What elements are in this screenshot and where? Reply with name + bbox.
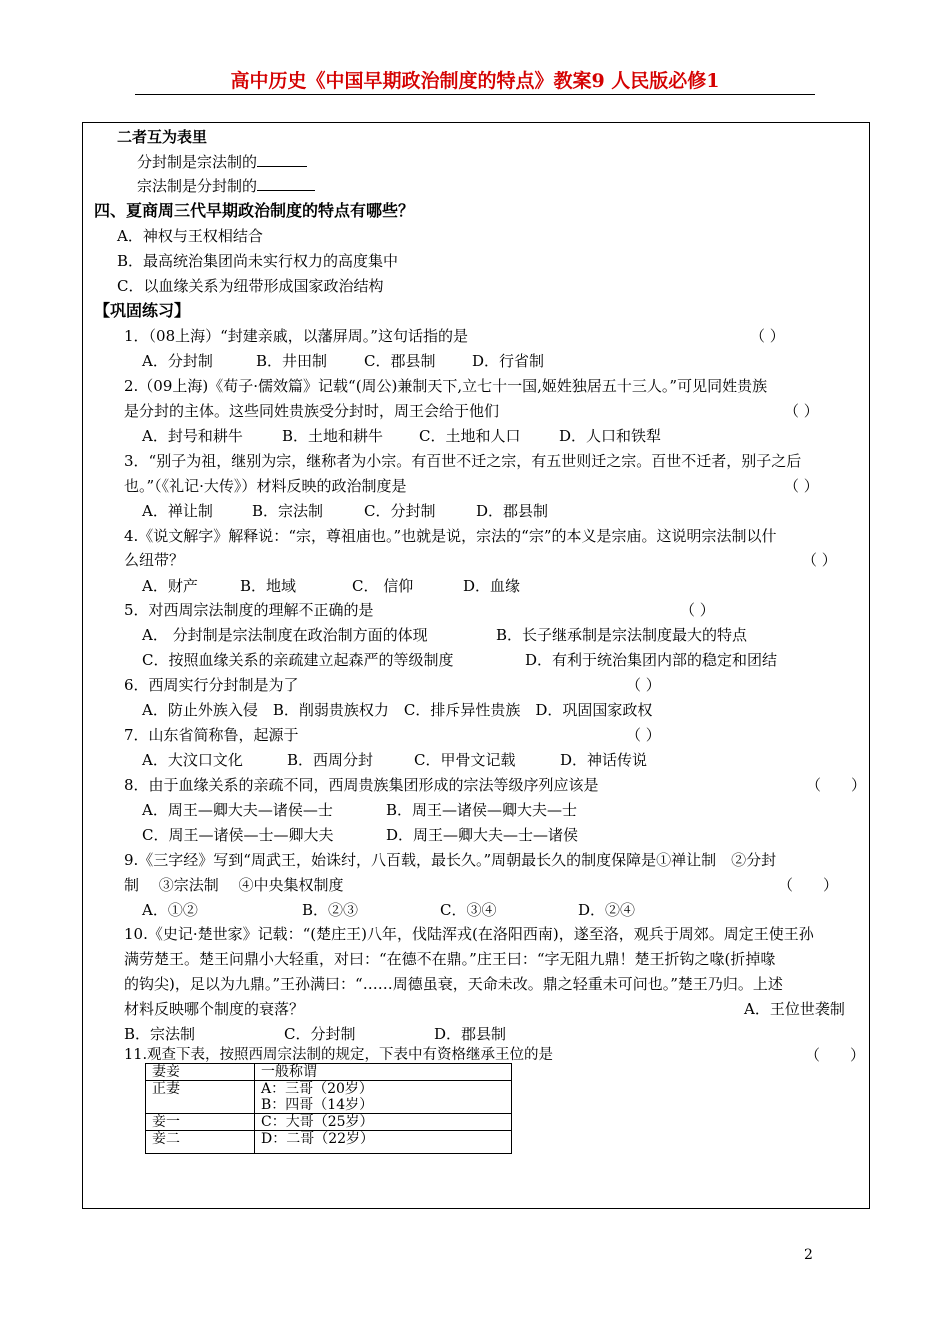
q8-option-a: A．周王—卿大夫—诸侯—士: [142, 801, 333, 819]
q1-option-d: D．行省制: [472, 352, 545, 370]
succession-table: [145, 1063, 512, 1154]
document-header: 高中历史《中国早期政治制度的特点》教案9 人民版必修1: [135, 70, 815, 95]
table-header-row: [146, 1064, 512, 1081]
son-entry: A：三哥（20岁）: [261, 1081, 373, 1097]
table-header-cell: 妻妾: [146, 1064, 255, 1081]
q7-option-d: D．神话传说: [560, 751, 648, 769]
q1-option-a: A．分封制: [142, 352, 213, 370]
q1-option-c: C．郡县制: [364, 352, 436, 370]
q8-option-d: D．周王—卿大夫—士—诸侯: [386, 826, 579, 844]
q9-option-d: D．②④: [578, 901, 636, 919]
q3-answer-paren[interactable]: （ ）: [784, 477, 819, 495]
answer-blank-1[interactable]: [257, 152, 307, 167]
q4-option-d: D．血缘: [463, 577, 521, 595]
table-cell: 妾二: [146, 1131, 255, 1154]
q5-option-c: C．按照血缘关系的亲疏建立起森严的等级制度: [142, 651, 454, 669]
q3-option-d: D．郡县制: [476, 502, 549, 520]
q4-option-a: A．财产: [142, 577, 198, 595]
q4-option-c: C． 信仰: [352, 577, 414, 595]
q10-option-b: B．宗法制: [124, 1025, 196, 1043]
q7-option-b: B．西周分封: [287, 751, 374, 769]
table-cell: 正妻: [146, 1081, 255, 1114]
table-header-cell: 一般称谓: [255, 1064, 512, 1081]
q1-stem: 1．（08上海）“封建亲戚，以藩屏周。”这句话指的是: [124, 327, 468, 345]
q8-stem: 8．由于血缘关系的亲疏不同，西周贵族集团形成的宗法等级序列应该是: [124, 776, 599, 794]
q1-option-b: B．井田制: [256, 352, 328, 370]
q3-option-c: C．分封制: [364, 502, 436, 520]
table-cell: [255, 1131, 512, 1154]
table-cell: [255, 1081, 512, 1114]
son-entry: C：大哥（25岁）: [261, 1114, 374, 1130]
q3-option-a: A．禅让制: [142, 502, 213, 520]
q2-option-b: B．土地和耕牛: [282, 427, 384, 445]
q5-option-a: A． 分封制是宗法制度在政治制方面的体现: [142, 626, 428, 644]
section-4-item-c: C．以血缘关系为纽带形成国家政治结构: [117, 277, 384, 295]
q8-answer-paren[interactable]: （ ）: [806, 776, 867, 794]
q8-option-b: B．周王—诸侯—卿大夫—士: [386, 801, 578, 819]
q11-answer-paren[interactable]: （ ）: [805, 1046, 866, 1064]
q10-option-c: C．分封制: [284, 1025, 356, 1043]
q9-stem-2: 制 ③宗法制 ④中央集权制度: [124, 876, 344, 894]
practice-title: 【巩固练习】: [94, 301, 191, 320]
relation-line-1: 分封制是宗法制的: [137, 152, 307, 172]
q7-option-a: A．大汶口文化: [142, 751, 243, 769]
relation-title: 二者互为表里: [117, 128, 208, 146]
q1-answer-paren[interactable]: （ ）: [750, 327, 785, 345]
q3-option-b: B．宗法制: [252, 502, 324, 520]
q5-stem: 5．对西周宗法制度的理解不正确的是: [124, 601, 374, 619]
q7-option-c: C．甲骨文记载: [414, 751, 516, 769]
section-4-title: 四、夏商周三代早期政治制度的特点有哪些？: [94, 201, 415, 220]
q9-stem-1: 9.《三字经》写到“周武王，始诛纣，八百载，最长久。”周朝最长久的制度保障是①禅让制 ②分封: [124, 851, 777, 869]
q9-option-a: A．①②: [142, 901, 198, 919]
q10-line-3: 的钩尖)，足以为九鼎。”王孙满曰：“……周德虽衰，天命未改。鼎之轻重未可问也。”楚王乃归。上述: [124, 975, 783, 993]
q10-option-a: A．王位世袭制: [744, 1000, 845, 1018]
q7-stem: 7．山东省简称鲁，起源于: [124, 726, 299, 744]
q7-answer-paren[interactable]: （ ）: [626, 726, 661, 744]
q5-option-b: B．长子继承制是宗法制度最大的特点: [496, 626, 748, 644]
q4-option-b: B．地域: [240, 577, 297, 595]
q4-stem-1: 4.《说文解字》解释说：“宗，尊祖庙也。”也就是说，宗法的“宗”的本义是宗庙。这说明宗法制以什: [124, 527, 777, 545]
section-4-item-a: A．神权与王权相结合: [117, 227, 263, 245]
q10-line-4: 材料反映哪个制度的衰落？: [124, 1000, 305, 1018]
q9-option-c: C．③④: [440, 901, 497, 919]
q11-stem: 11.观查下表，按照西周宗法制的规定，下表中有资格继承王位的是: [124, 1047, 554, 1063]
q8-option-c: C．周王—诸侯—士—卿大夫: [142, 826, 334, 844]
table-cell: 妾一: [146, 1114, 255, 1131]
table-row: [146, 1131, 512, 1154]
q10-option-d: D．郡县制: [434, 1025, 507, 1043]
q10-line-2: 满劳楚王。楚王问鼎小大轻重，对曰：“在德不在鼎。”庄王曰：“字无阻九鼎！楚王折钩之喙(折掉喙: [124, 950, 776, 968]
q3-stem-2: 也。”（《礼记·大传》）材料反映的政治制度是: [124, 477, 407, 495]
q4-stem-2: 么纽带？: [124, 551, 185, 569]
q10-line-1: 10.《史记·楚世家》记载：“(楚庄王)八年，伐陆浑戎(在洛阳西南)，遂至洛，观兵于周郊。周定王使王孙: [124, 925, 814, 943]
q9-answer-paren[interactable]: （ ）: [778, 876, 839, 894]
q3-stem-1: 3．“别子为祖，继别为宗，继称者为小宗。有百世不迁之宗，有五世则迁之宗。百世不迁者，别子之后: [124, 452, 802, 470]
q6-stem: 6．西周实行分封制是为了: [124, 676, 299, 694]
table-cell: [255, 1114, 512, 1131]
relation-line-2: 宗法制是分封制的: [137, 176, 315, 196]
son-entry: B：四哥（14岁）: [261, 1097, 374, 1113]
q5-answer-paren[interactable]: （ ）: [680, 601, 715, 619]
q2-answer-paren[interactable]: （ ）: [784, 402, 819, 420]
q2-stem-2: 是分封的主体。这些同姓贵族受分封时，周王会给于他们: [124, 402, 500, 420]
section-4-item-b: B．最高统治集团尚未实行权力的高度集中: [117, 252, 399, 270]
answer-blank-2[interactable]: [257, 176, 315, 191]
q9-option-b: B．②③: [302, 901, 359, 919]
page-number: 2: [804, 1247, 813, 1263]
son-entry: D：二哥（22岁）: [261, 1131, 375, 1147]
q2-option-d: D．人口和铁犁: [559, 427, 662, 445]
q2-option-a: A．封号和耕牛: [142, 427, 243, 445]
q6-options: A．防止外族入侵 B．削弱贵族权力 C．排斥异性贵族 D．巩固国家政权: [142, 701, 653, 719]
table-row: [146, 1081, 512, 1114]
q4-answer-paren[interactable]: （ ）: [802, 551, 837, 569]
q6-answer-paren[interactable]: （ ）: [626, 676, 661, 694]
table-row: [146, 1114, 512, 1131]
q2-option-c: C．土地和人口: [419, 427, 521, 445]
q5-option-d: D．有利于统治集团内部的稳定和团结: [525, 651, 778, 669]
q2-stem-1: 2.（09上海)《荀子·儒效篇》记载“(周公)兼制天下,立七十一国,姬姓独居五十三人。”可见同姓贵族: [124, 377, 768, 395]
